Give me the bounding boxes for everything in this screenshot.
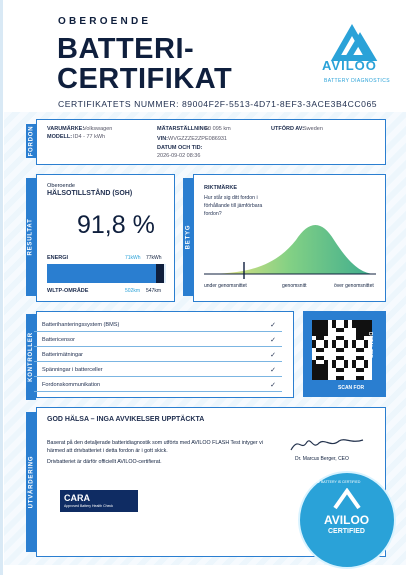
average-label: genomsnitt [282, 283, 307, 289]
seal-certified-label: CERTIFIED [328, 528, 365, 535]
check-icon: ✓ [270, 381, 276, 389]
vin-value: WVGZZZE2ZPE086931 [168, 136, 227, 142]
control-label: Batterimätningar [42, 351, 84, 358]
energy-label: ENERGI [47, 255, 69, 261]
make-value: Volkswagen [83, 126, 113, 132]
soh-value: 91,8 % [77, 211, 155, 239]
make-label: VARUMÄRKE: [47, 126, 85, 132]
check-icon: ✓ [270, 351, 276, 359]
assessment-text: Baserat på den detaljerade batteridiagnostik som utförts med AVILOO FLASH Test intyger vi härmed att drivbatteriet i detta fordon är i gott skick. [47, 440, 263, 454]
result-section-tab: RESULTAT [26, 178, 36, 296]
qr-code-icon[interactable] [312, 320, 372, 380]
control-item [34, 363, 282, 377]
control-label: Spänningar i batterceller [42, 366, 103, 373]
model-label: MODELL: [47, 134, 73, 140]
certified-text: Drivbatteriet är därför officiellt AVILOO-certifierat. [47, 459, 162, 465]
below-average-label: under genomsnittet [204, 283, 247, 289]
soh-heading: HÄLSOTILLSTÅND (SOH) [47, 190, 133, 197]
signature-name: Dr. Marcus Berger, CEO [295, 456, 349, 462]
cara-badge: CARA Approved Battery Health Check [60, 490, 138, 512]
date-value: 2026-09-02 08:36 [157, 153, 201, 159]
performed-by-label: UTFÖRD AV: [271, 126, 304, 132]
vehicle-card [36, 119, 386, 165]
benchmark-question: Hur står sig ditt fordon i förhållande till jämförbara fordon? [204, 195, 263, 217]
control-item [34, 348, 282, 362]
benchmark-distribution-chart [204, 210, 376, 280]
check-icon: ✓ [270, 336, 276, 344]
energy-value: 71kWh [125, 255, 141, 261]
mileage-value: 60 095 km [205, 126, 231, 132]
range-label: WLTP-OMRÅDE [47, 288, 89, 294]
above-average-label: över genomsnittet [334, 283, 374, 289]
cara-badge-subtitle: Approved Battery Health Check [64, 504, 114, 508]
performed-by-value: Sweden [303, 126, 323, 132]
energy-total: 77kWh [146, 255, 162, 261]
energy-bar [47, 264, 166, 283]
assessment-section-tab: UTVÄRDERING [26, 412, 36, 552]
qr-scan-label: SCAN FOR [338, 385, 365, 391]
range-value: 502km [125, 288, 141, 294]
certificate-title: BATTERI- CERTIFIKAT [57, 33, 233, 95]
aviloo-logo-icon [318, 16, 394, 86]
brand-name: AVILOO [322, 58, 377, 73]
mileage-label: MÄTARSTÄLLNING: [157, 126, 210, 132]
soh-heading-small: Oberoende [47, 183, 75, 189]
range-total: 547km [146, 288, 162, 294]
brand-tagline: BATTERY DIAGNOSTICS [324, 78, 390, 84]
control-label: Battericensor [42, 336, 75, 343]
date-label: DATUM OCH TID: [157, 145, 203, 151]
qr-details-label: DETALJER [366, 331, 373, 359]
certificate-number: CERTIFIKATETS NUMMER: 89004F2F-5513-4D71-8EF3-3ACE3B4CC065 [58, 99, 378, 109]
seal-logo-icon [319, 488, 375, 512]
model-value: ID4 - 77 kWh [73, 134, 106, 140]
certificate-kicker: OBEROENDE [58, 16, 152, 27]
rating-card [193, 174, 386, 302]
result-card [36, 174, 175, 302]
benchmark-title: RIKTMÄRKE [204, 185, 237, 191]
seal-brand: AVILOO [324, 513, 370, 527]
rating-section-tab: BETYG [183, 178, 193, 296]
control-item [34, 318, 282, 332]
control-item [34, 378, 282, 392]
assessment-headline: GOD HÄLSA – INGA AVVIKELSER UPPTÄCKTA [47, 416, 205, 423]
qr-card [303, 311, 386, 397]
vehicle-section-tab: FORDON [28, 125, 34, 157]
left-border [0, 0, 3, 575]
control-label: Fordonskommunikation [42, 381, 101, 388]
control-label: Batterihanteringssystem (BMS) [42, 321, 120, 328]
seal-ring-text: THE BATTERY IS CERTIFIED [313, 480, 361, 484]
certified-seal [298, 471, 396, 569]
check-icon: ✓ [270, 366, 276, 374]
controls-section-tab: KONTROLLER [26, 314, 36, 400]
energy-bar-marker [156, 264, 164, 283]
check-icon: ✓ [270, 321, 276, 329]
energy-bar-fill [47, 264, 157, 283]
vin-label: VIN: [157, 136, 168, 142]
signature-icon [287, 432, 367, 456]
control-item [34, 333, 282, 347]
